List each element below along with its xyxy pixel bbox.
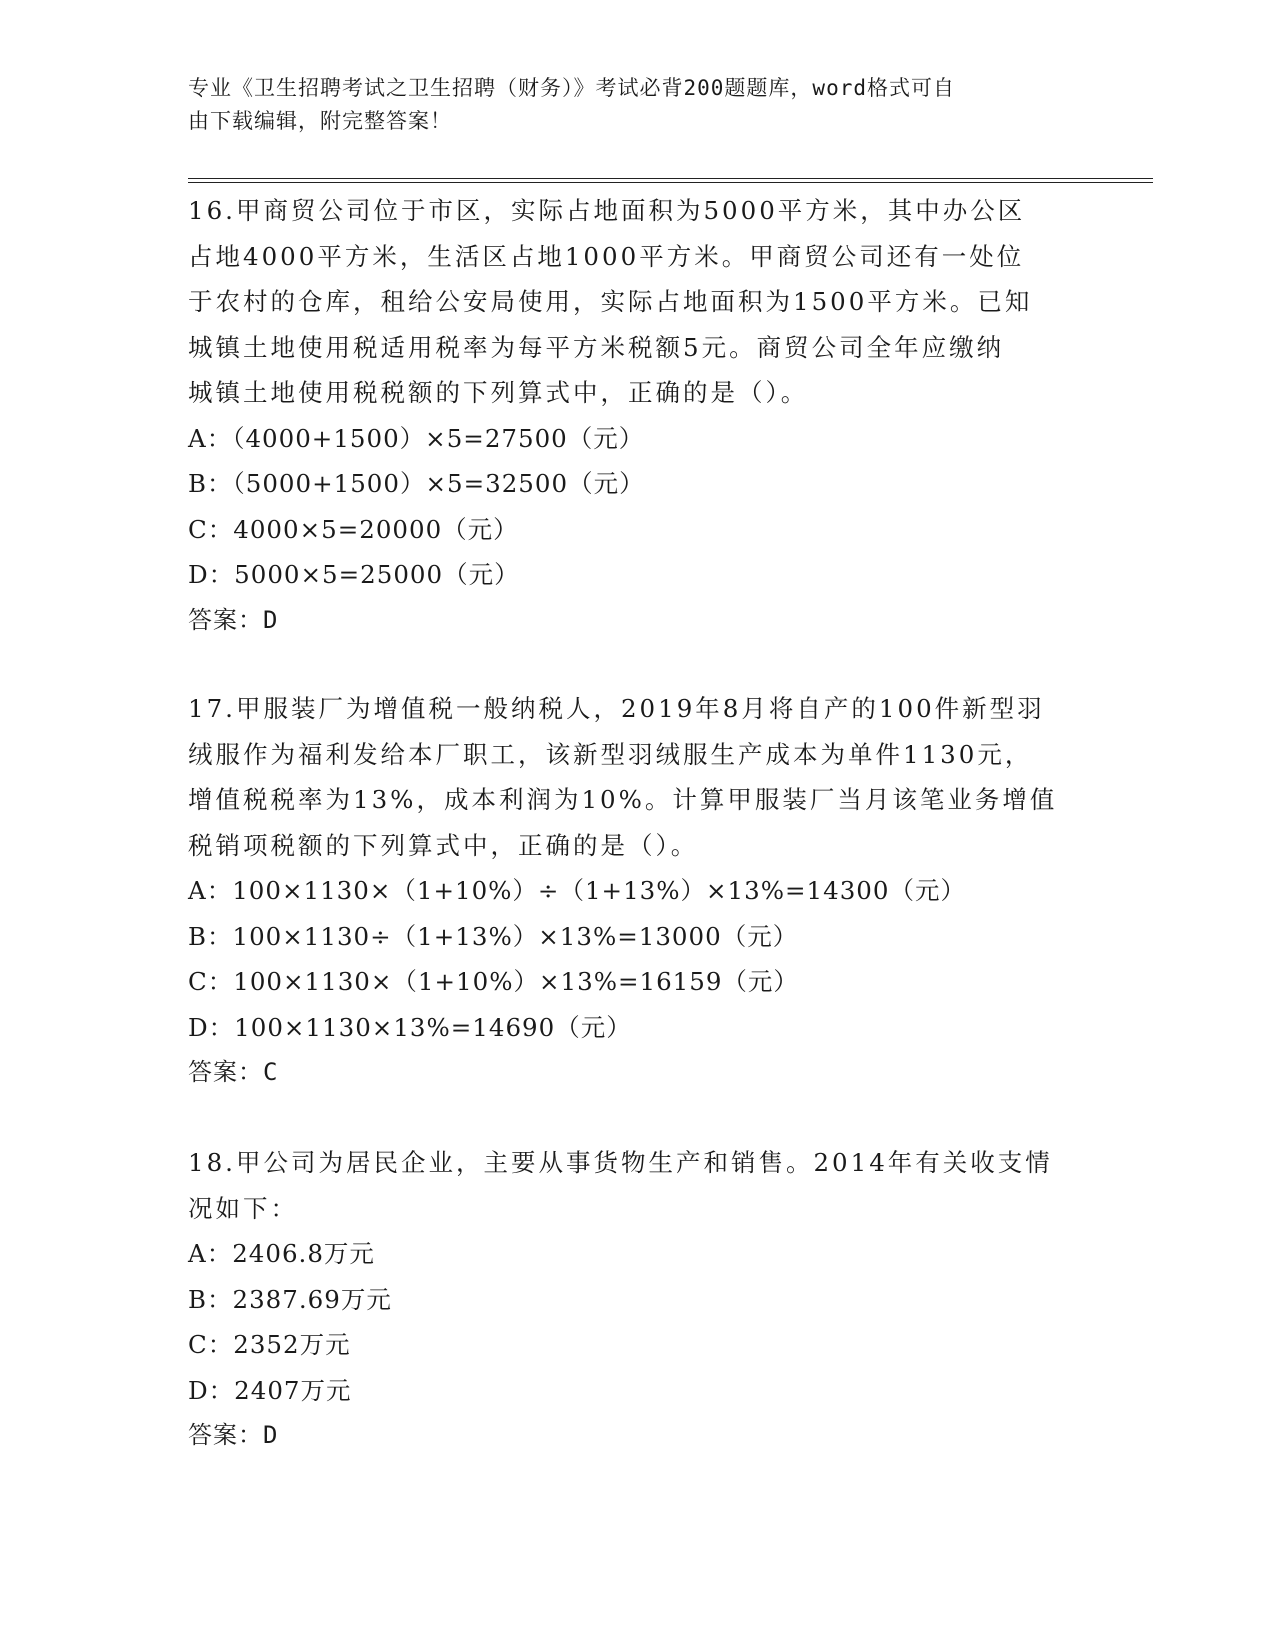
header-divider-thick — [188, 178, 1153, 179]
answer-label: 答案：C — [188, 1058, 279, 1086]
question-text-line: 18.甲公司为居民企业，主要从事货物生产和销售。2014年有关收支情 — [188, 1148, 1053, 1177]
document-header — [188, 72, 1088, 138]
question-text-line: 17.甲服装厂为增值税一般纳税人，2019年8月将自产的100件新型羽 — [188, 694, 1045, 723]
answer-label: 答案：D — [188, 605, 279, 634]
option-a: A：2406.8万元 — [188, 1239, 375, 1268]
question-text-line: 于农村的仓库，租给公安局使用，实际占地面积为1500平方米。已知 — [188, 287, 1033, 316]
option-c: C：4000×5=20000（元） — [188, 514, 519, 544]
header-line-2: 由下载编辑，附完整答案！ — [188, 109, 452, 133]
header-line-1: 专业《卫生招聘考试之卫生招聘（财务）》考试必背200题题库，word格式可自 — [188, 76, 955, 100]
option-b: B：（5000+1500）×5=32500（元） — [188, 469, 645, 498]
option-c: C：2352万元 — [188, 1330, 351, 1359]
option-d: D：100×1130×13%=14690（元） — [188, 1012, 632, 1042]
question-18 — [188, 1140, 1088, 1459]
question-text-line: 占地4000平方米，生活区占地1000平方米。甲商贸公司还有一处位 — [188, 241, 1025, 271]
option-c: C：100×1130×（1+10%）×13%=16159（元） — [188, 967, 799, 996]
question-17 — [188, 686, 1088, 1096]
option-a: A：100×1130×（1+10%）÷（1+13%）×13%=14300（元） — [188, 876, 966, 905]
option-b: B：100×1130÷（1+13%）×13%=13000（元） — [188, 921, 799, 951]
header-divider-thin — [188, 182, 1153, 183]
question-text-line: 增值税税率为13%，成本利润为10%。计算甲服装厂当月该笔业务增值 — [188, 785, 1058, 814]
question-16 — [188, 188, 1088, 643]
question-text-line: 城镇土地使用税税额的下列算式中，正确的是（）。 — [188, 378, 809, 407]
option-d: D：2407万元 — [188, 1375, 352, 1405]
option-b: B：2387.69万元 — [188, 1284, 392, 1314]
option-a: A：（4000+1500）×5=27500（元） — [188, 423, 645, 453]
question-text-line: 况如下： — [188, 1193, 298, 1223]
option-d: D：5000×5=25000（元） — [188, 560, 520, 589]
question-text-line: 税销项税额的下列算式中，正确的是（）。 — [188, 830, 699, 860]
question-text-line: 16.甲商贸公司位于市区，实际占地面积为5000平方米，其中办公区 — [188, 196, 1026, 225]
question-text-line: 城镇土地使用税适用税率为每平方米税额5元。商贸公司全年应缴纳 — [188, 332, 1005, 362]
question-text-line: 绒服作为福利发给本厂职工，该新型羽绒服生产成本为单件1130元， — [188, 739, 1033, 769]
answer-label: 答案：D — [188, 1421, 279, 1449]
